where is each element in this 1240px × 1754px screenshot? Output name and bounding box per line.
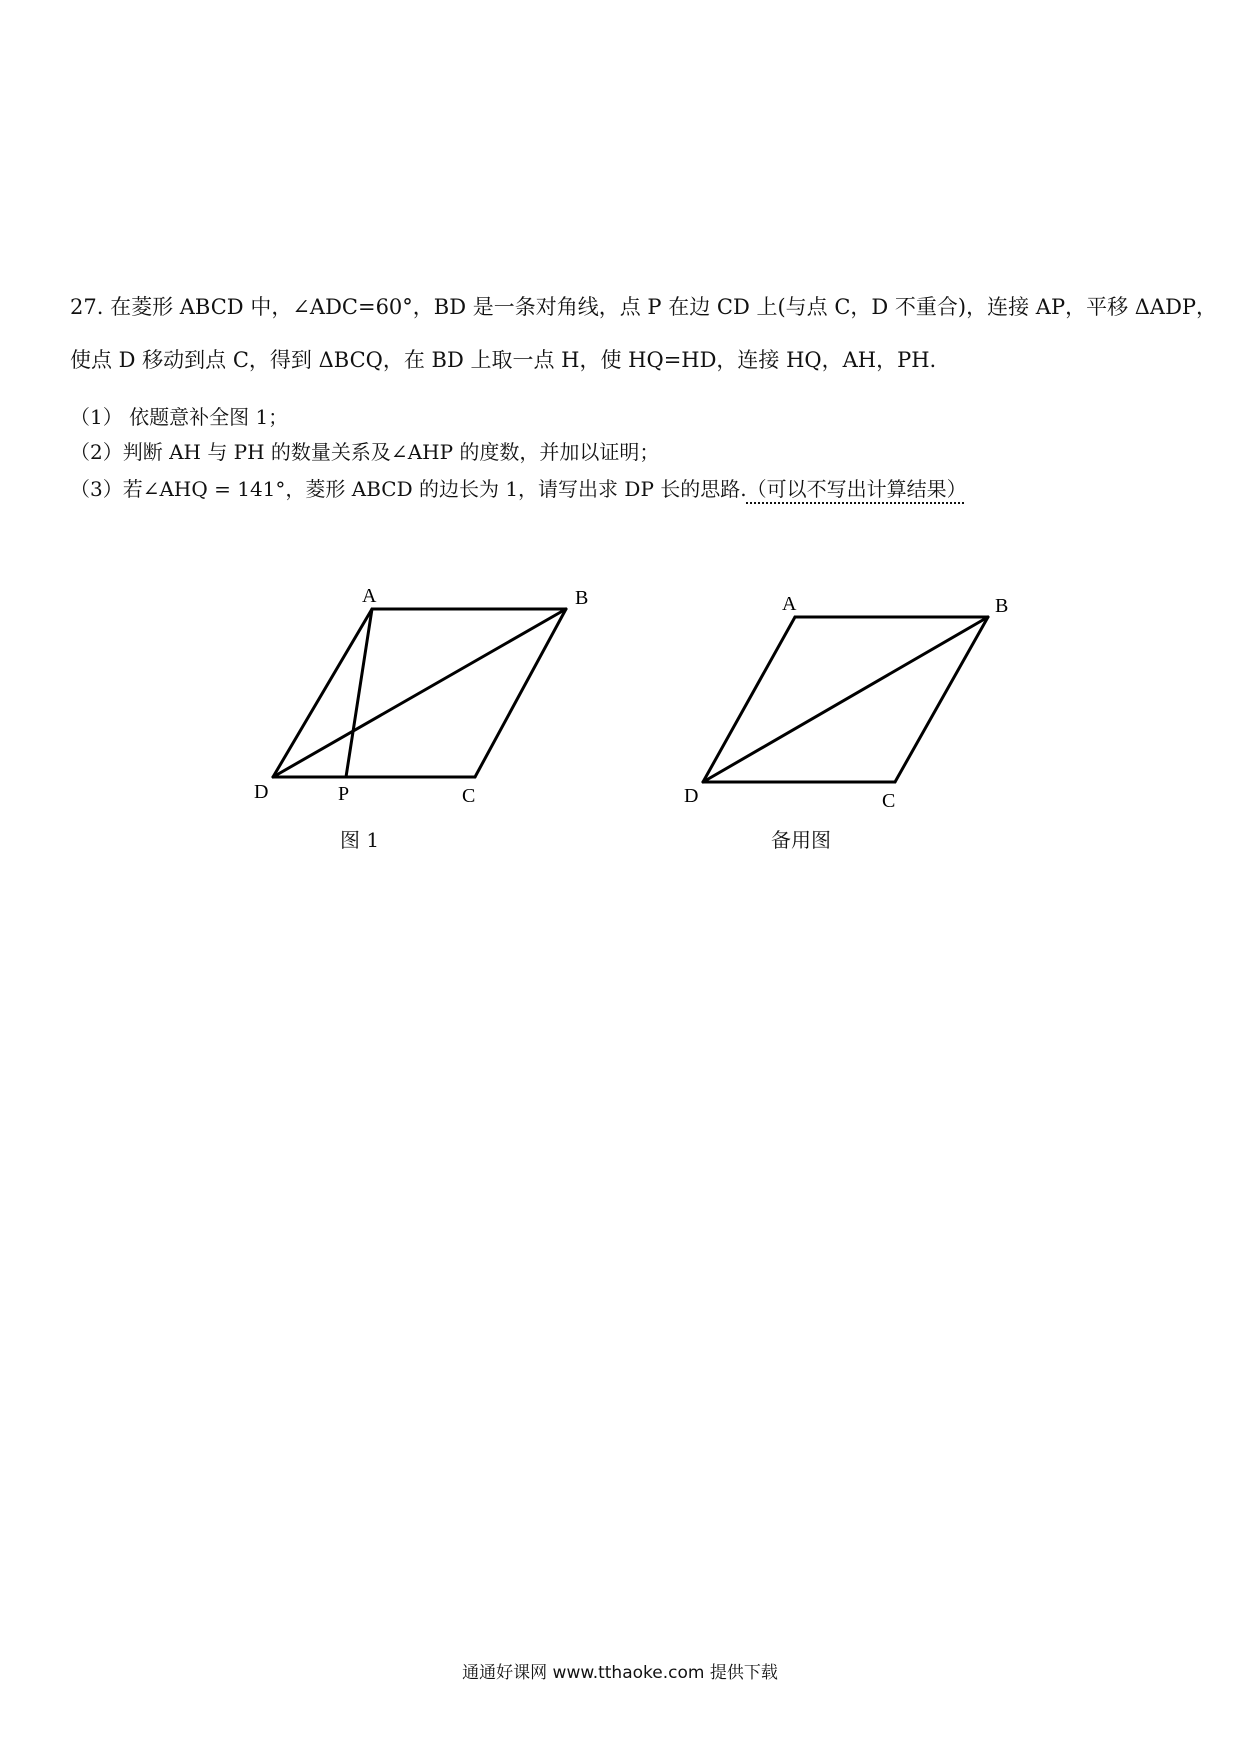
question-part-2: （2）判断 AH 与 PH 的数量关系及∠AHP 的度数，并加以证明； [70,440,660,464]
question-part-1: （1） 依题意补全图 1； [70,405,289,429]
question-part-3-main: （3）若∠AHQ = 141°，菱形 ABCD 的边长为 1，请写出求 DP 长的思路. [70,477,747,501]
question-part-3 [70,473,967,502]
question-line-1: 27. 在菱形 ABCD 中，∠ADC=60°，BD 是一条对角线，点 P 在边 CD 上(与点 C，D 不重合)，连接 AP，平移 ΔADP， [70,295,1218,319]
figure-2-caption: 备用图 [771,828,831,852]
fig1-label-c: C [462,785,476,807]
figure-1 [240,580,620,810]
figure-2-spare [670,580,1050,810]
footer-source: 通通好课网 www.tthaoke.com 提供下载 [462,1663,778,1683]
question-line-2: 使点 D 移动到点 C，得到 ΔBCQ，在 BD 上取一点 H，使 HQ=HD，连接 HQ，AH，PH. [70,348,937,372]
fig1-label-b: B [575,587,589,609]
question-part-3-note: （可以不写出计算结果） [746,477,967,501]
figure-1-caption: 图 1 [340,828,380,852]
fig2-side-da [703,617,795,782]
fig2-label-c: C [882,790,896,810]
fig2-label-d: D [684,785,699,807]
fig1-label-p: P [338,783,350,805]
fig2-diagonal-bd [703,617,988,782]
fig1-label-d: D [254,781,269,803]
fig1-side-da [273,609,372,777]
fig1-label-a: A [362,585,377,607]
fig1-segment-ap [346,609,372,777]
fig2-side-bc [895,617,988,782]
fig2-label-a: A [782,593,797,615]
fig2-label-b: B [995,595,1009,617]
